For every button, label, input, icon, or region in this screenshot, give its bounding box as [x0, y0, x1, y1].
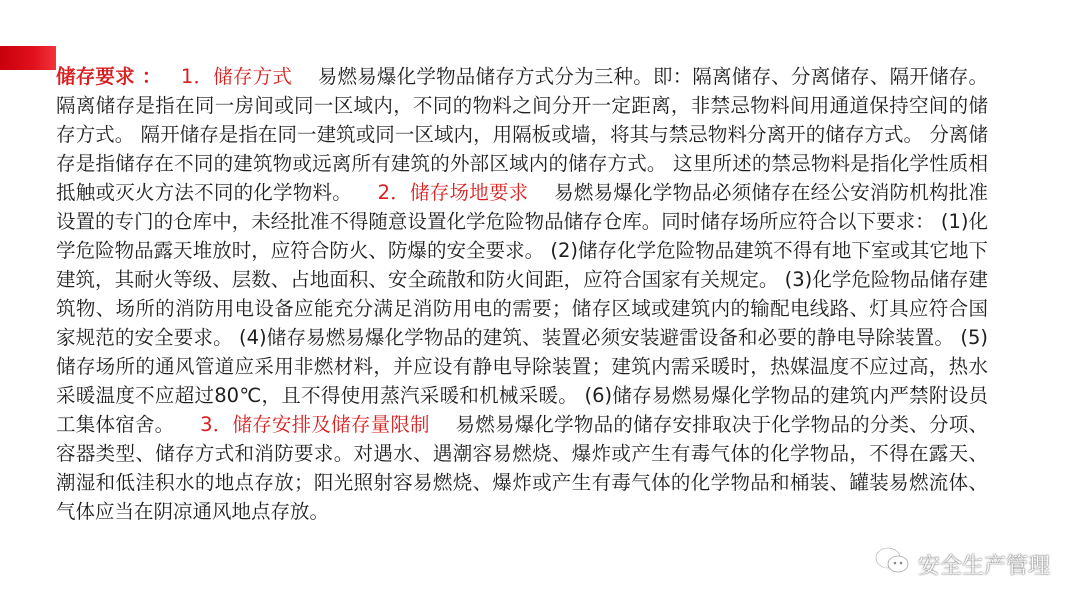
watermark-text: 安全生产管理	[917, 553, 1050, 579]
slide-content	[56, 62, 988, 526]
section-2-body: 易燃易爆化学物品必须储存在经公安消防机构批准设置的专门的仓库中，未经批准不得随意设置化学危险物品储存仓库。同时储存场所应符合以下要求： (1)化学危险物品露天堆放时，应符合防火、防爆的安全要求。 (2)储存化学危险物品建筑不得有地下室或其它地下建筑，其耐火等级、层数、占地面积、安全疏散和防火间距，应符合国家有关规定。 (3)化学危险物品储存建筑物、场所的消防用电设备应能充分满足消防用电的需要；储存区域或建筑内的输配电线路、灯具应符合国家规范的安全要求。 (4)储存易燃易爆化学物品的建筑、装置必须安装避雷设备和必要的静电导除装置。 (5)储存场所的通风管道应采用非燃材料，并应设有静电导除装置；建筑内需采暖时，热媒温度不应过高，热水采暖温度不应超过80℃，且不得使用蒸汽采暖和机械采暖。 (6)储存易燃易爆化学物品的建筑内严禁附设员工集体宿舍。	[56, 181, 988, 436]
section-1-title: 1．储存方式	[180, 65, 293, 88]
wechat-icon	[874, 546, 910, 582]
title-accent-bar	[0, 46, 56, 70]
section-3-body: 易燃易爆化学物品的储存安排取决于化学物品的分类、分项、容器类型、储存方式和消防要求。对遇水、遇潮容易燃烧、爆炸或产生有毒气体的化学物品，不得在露天、潮湿和低洼积水的地点存放；阳光照射容易燃烧、爆炸或产生有毒气体的化学物品和桶装、罐装易燃流体、气体应当在阴凉通风地点存放。	[56, 413, 988, 523]
heading: 储存要求 ：	[56, 65, 162, 88]
watermark	[874, 546, 1050, 582]
section-3-title: 3．储存安排及储存量限制	[200, 413, 430, 436]
section-1-body: 易燃易爆化学物品储存方式分为三种。即：隔离储存、分离储存、隔开储存。 隔离储存是指在同一房间或同一区域内，不同的物料之间分开一定距离，非禁忌物料间用通道保持空间的储存方式。 隔开储存是指在同一建筑或同一区域内，用隔板或墙，将其与禁忌物料分离开的储存方式。 分离储存是指储存在不同的建筑物或远离所有建筑的外部区域内的储存方式。 这里所述的禁忌物料是指化学性质相抵触或灭火方法不同的化学物料。	[56, 65, 988, 204]
section-2-title: 2．储存场地要求	[377, 181, 529, 204]
